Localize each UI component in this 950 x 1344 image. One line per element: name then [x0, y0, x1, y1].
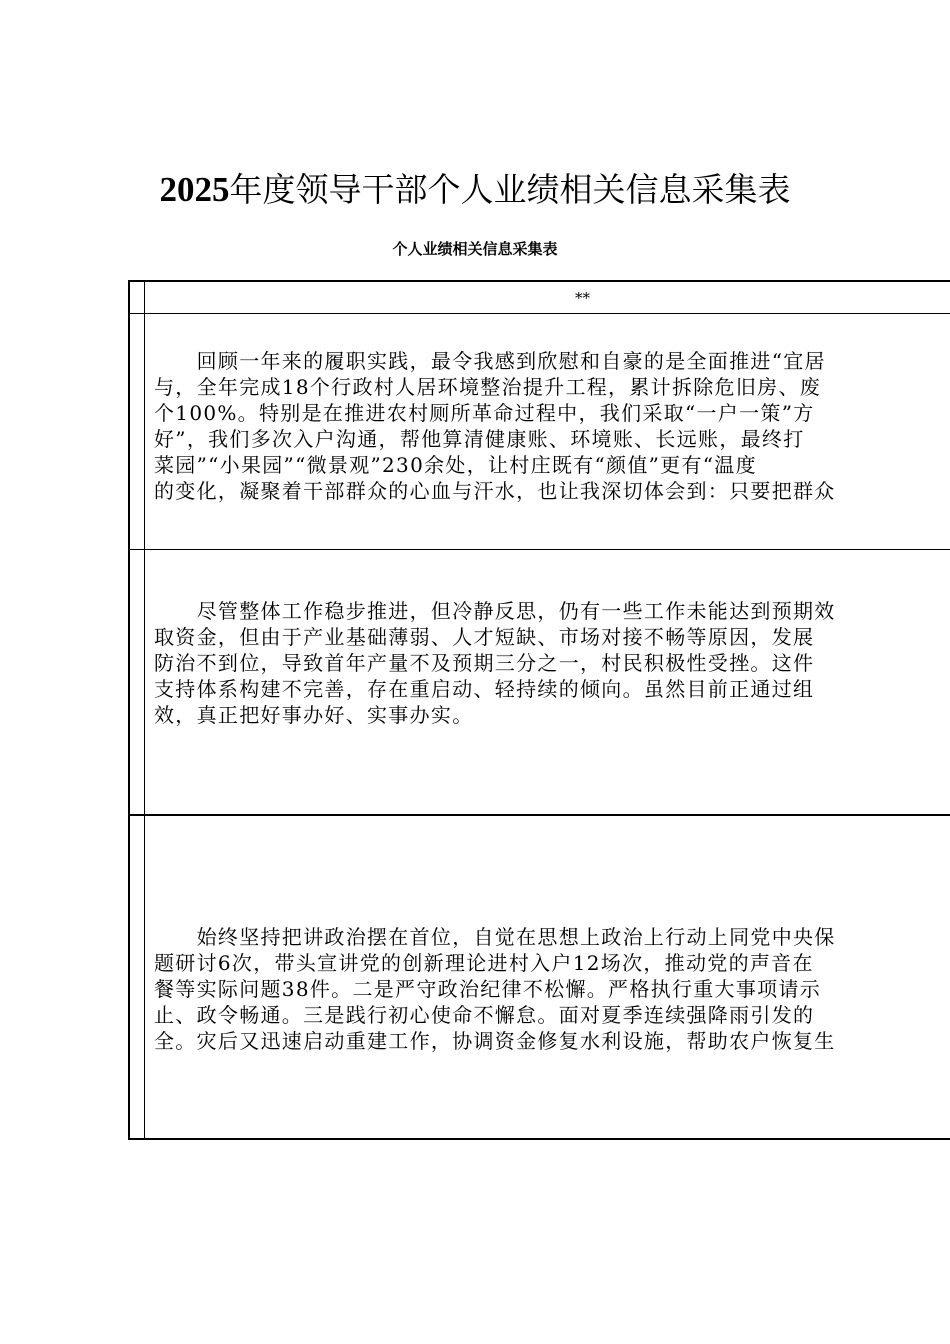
- paragraph-line: 个100%。特别是在推进农村厕所革命过程中，我们采取“一户一策”方: [154, 401, 815, 425]
- shortcoming-paragraph: [154, 598, 950, 728]
- paragraph-line: 止、政令畅通。三是践行初心使命不懈怠。面对夏季连续强降雨引发的: [154, 1003, 815, 1027]
- paragraph-line: 全。灾后又迅速启动重建工作，协调资金修复水利设施，帮助农户恢复生: [154, 1029, 836, 1053]
- title-year: 2025: [159, 170, 230, 209]
- achievement-paragraph: [154, 348, 950, 504]
- paragraph-line: 题研讨6次，带头宣讲党的创新理论进村入户12场次，推动党的声音在: [154, 951, 814, 975]
- paragraph-line: 餐等实际问题38件。二是严守政治纪律不松懈。严格执行重大事项请示: [154, 977, 822, 1001]
- political-performance-section: [130, 816, 950, 1140]
- paragraph-line: 效，真正把好事办好、实事办实。: [154, 703, 474, 727]
- paragraph-line: 支持体系构建不完善，存在重启动、轻持续的倾向。虽然目前正通过组: [154, 677, 815, 701]
- title-text: 年度领导干部个人业绩相关信息采集表: [229, 170, 791, 209]
- info-collection-table: [128, 280, 950, 1140]
- paragraph-line: 防治不到位，导致首年产量不及预期三分之一，村民积极性受挫。这件: [154, 651, 815, 675]
- paragraph-line: 好”，我们多次入户沟通，帮他算清健康账、环境账、长远账，最终打: [154, 427, 805, 451]
- paragraph-line: 的变化，凝聚着干部群众的心血与汗水，也让我深切体会到：只要把群众: [154, 479, 836, 503]
- paragraph-line: 菜园”“小果园”“微景观”230余处，让村庄既有“颜值”更有“温度: [154, 453, 757, 477]
- achievement-section: [130, 314, 950, 550]
- table-header-row: [130, 282, 950, 314]
- paragraph-line: 尽管整体工作稳步推进，但冷静反思，仍有一些工作未能达到预期效: [154, 599, 836, 623]
- table-subtitle: 个人业绩相关信息采集表: [392, 240, 558, 258]
- shortcoming-section: [130, 550, 950, 816]
- political-performance-paragraph: [154, 924, 950, 1054]
- paragraph-line: 始终坚持把讲政治摆在首位，自觉在思想上政治上行动上同党中央保: [154, 925, 836, 949]
- header-cell-text: **: [575, 289, 590, 307]
- paragraph-line: 与，全年完成18个行政村人居环境整治提升工程，累计拆除危旧房、废: [154, 375, 822, 399]
- paragraph-line: 取资金，但由于产业基础薄弱、人才短缺、市场对接不畅等原因，发展: [154, 625, 815, 649]
- paragraph-line: 回顾一年来的履职实践，最令我感到欣慰和自豪的是全面推进“宜居: [154, 349, 826, 373]
- document-title: [0, 170, 950, 210]
